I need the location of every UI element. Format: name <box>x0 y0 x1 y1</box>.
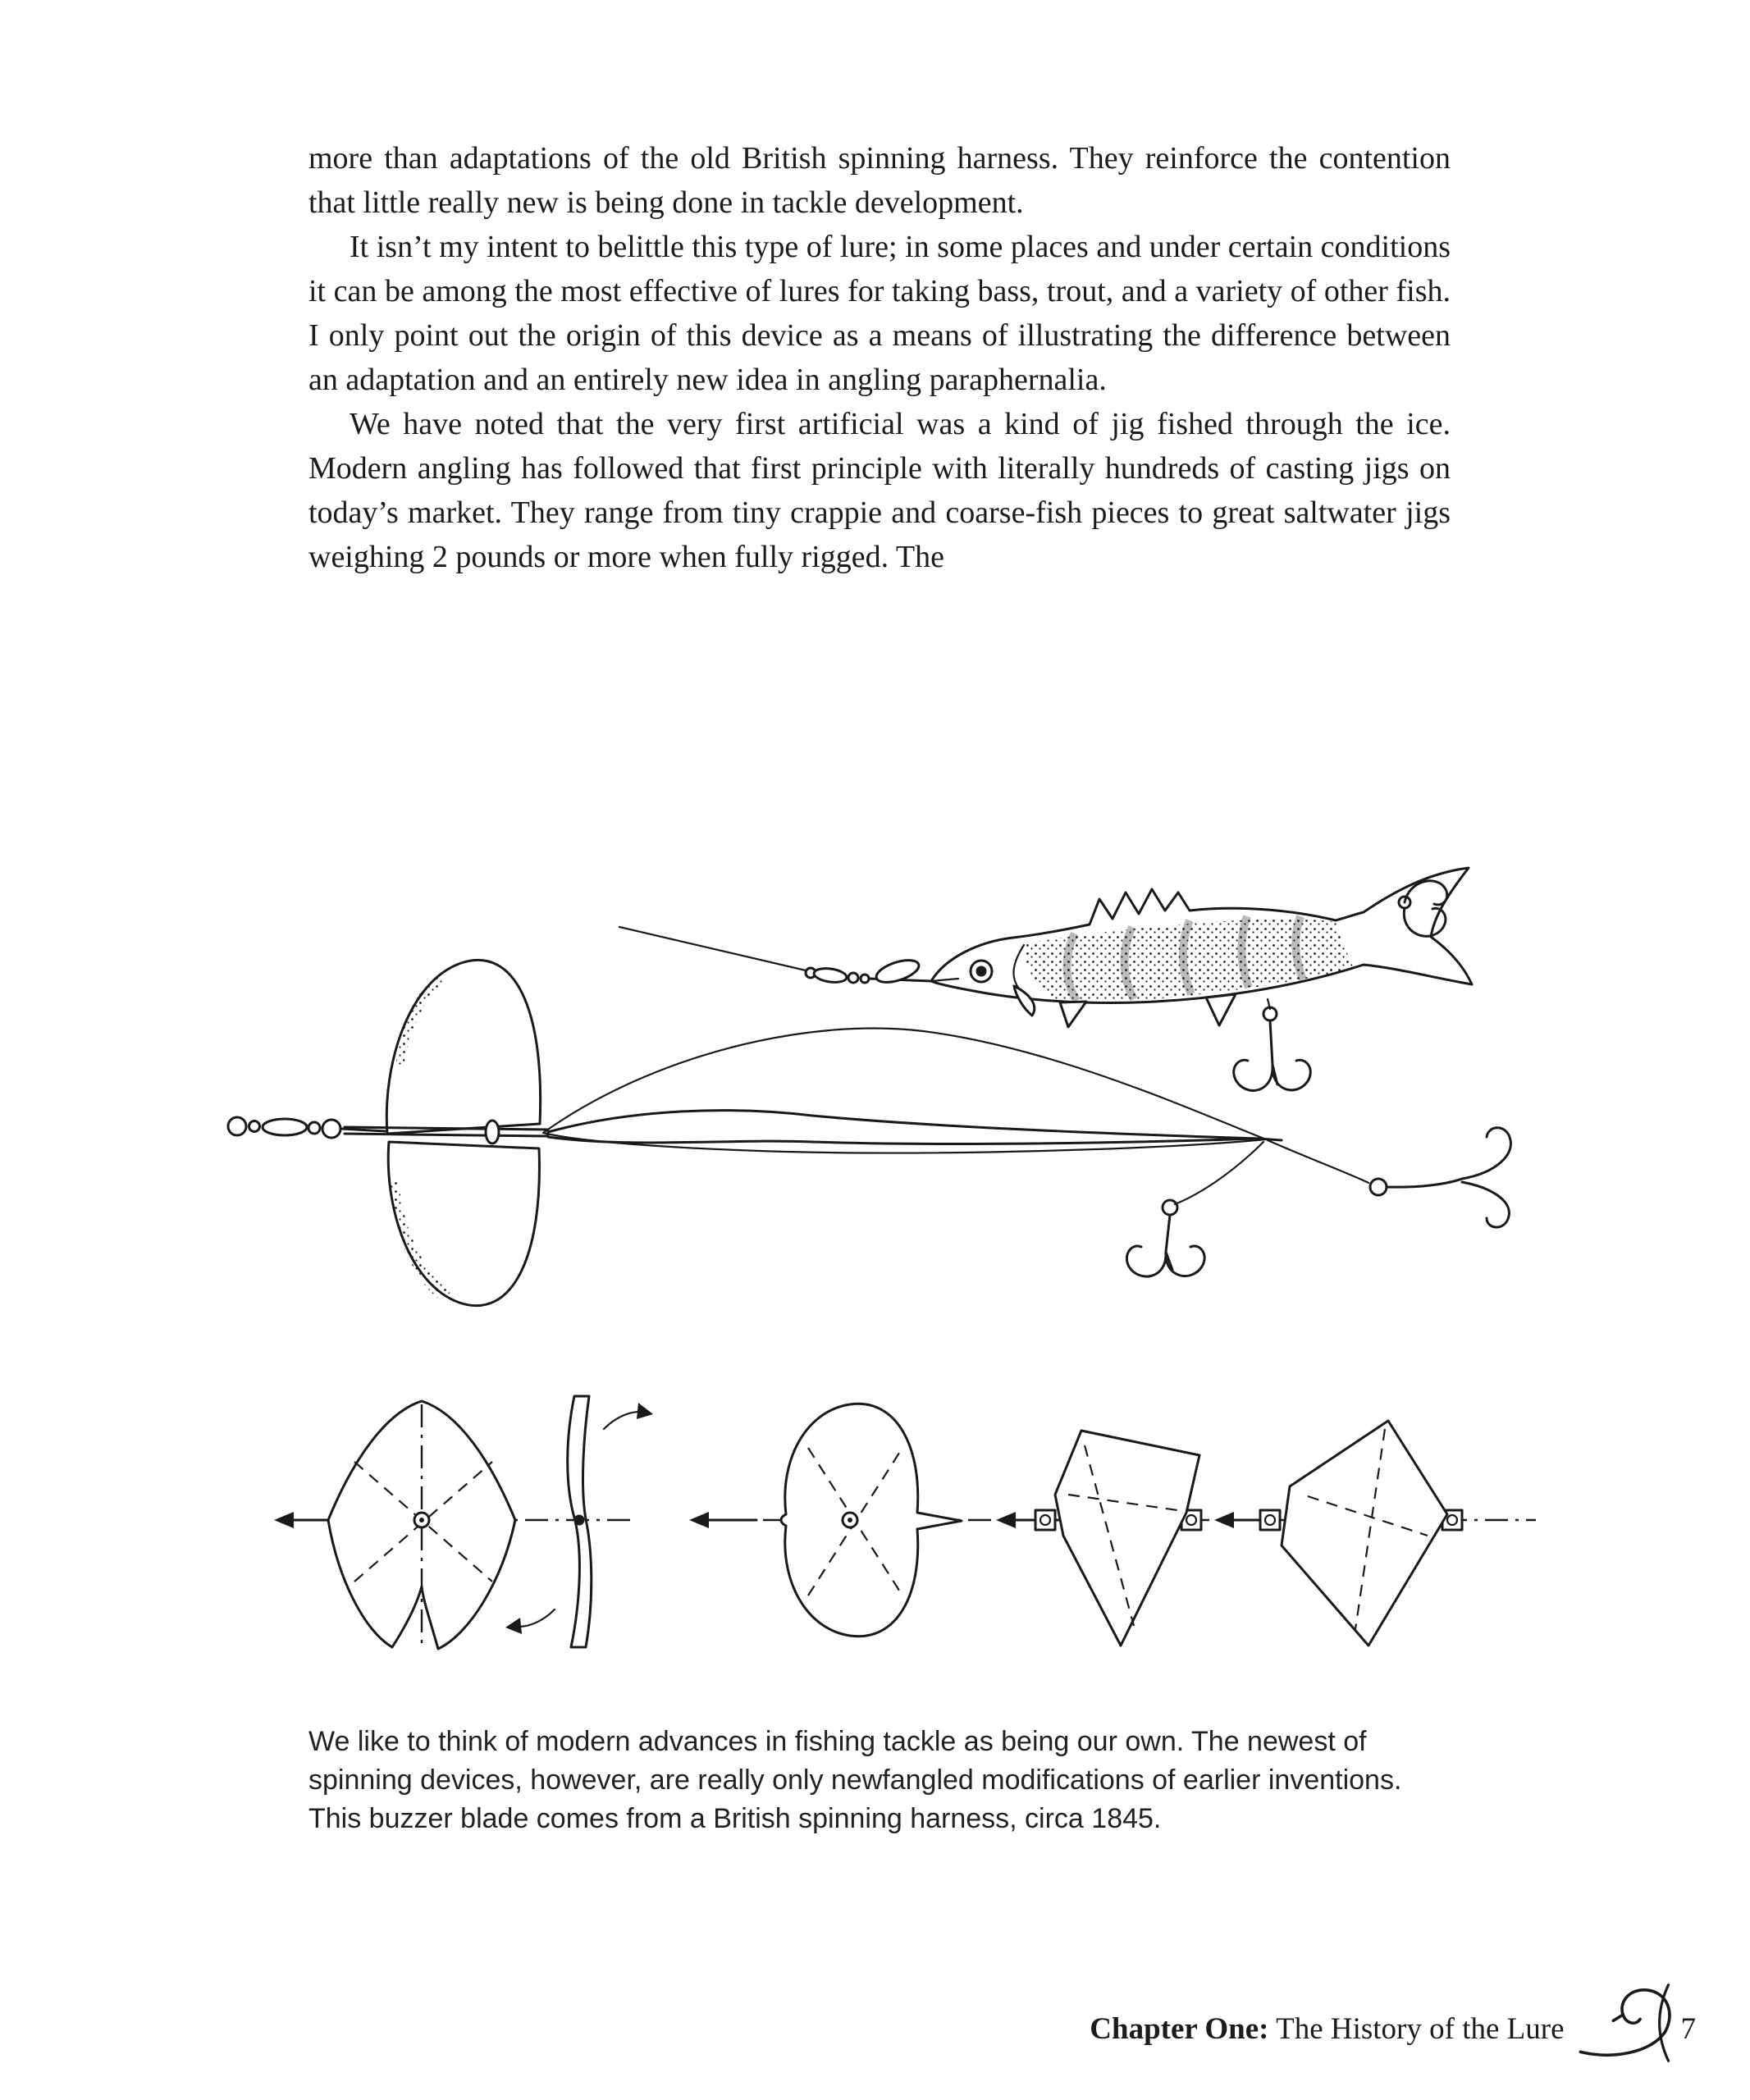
figure-caption <box>308 1723 1457 1838</box>
body-text-block <box>308 136 1451 579</box>
harness-drawing <box>228 960 1510 1305</box>
blade-stage-4 <box>1214 1421 1536 1646</box>
paragraph: It isn’t my intent to belittle this type of lure; in some places and under certain conditions it can be among the most effective of lures for taking bass, trout, and a variety of other fish. I only point out the origin of this device as a means of illustrating the difference between an adaptation and an entirely new idea in angling paraphernalia. <box>308 230 1451 397</box>
blade-stage-3 <box>996 1431 1251 1646</box>
caption-line: This buzzer blade comes from a British spinning harness, circa 1845. <box>308 1803 1162 1834</box>
chapter-label: Chapter One: <box>1090 2012 1269 2046</box>
page-footer <box>1090 2011 1696 2047</box>
chapter-title: The History of the Lure <box>1268 2012 1565 2046</box>
paragraph: more than adaptations of the old British spinning harness. They reinforce the contention that little really new is being done in tackle development. <box>308 141 1451 220</box>
caption-line: spinning devices, however, are really only newfangled modifications of earlier inventions. <box>308 1764 1402 1796</box>
lure-illustration <box>0 820 1750 1690</box>
blade-stage-1 <box>274 1396 653 1649</box>
blade-stage-2 <box>689 1404 994 1636</box>
paragraph: We have noted that the very first artificial was a kind of jig fished through the ice. Modern angling has followed that first principle with literally hundreds of casting jigs on today’s market. They range from tiny crappie and coarse-fish pieces to great saltwater jigs weighing 2 pounds or more when fully rigged. The <box>308 407 1451 574</box>
blade-stages-diagram <box>274 1396 1536 1649</box>
page-number: 7 <box>1680 2012 1696 2046</box>
caption-line: We like to think of modern advances in fishing tackle as being our own. The newest of <box>308 1726 1367 1757</box>
fish-hook-icon <box>1576 1978 1673 2068</box>
